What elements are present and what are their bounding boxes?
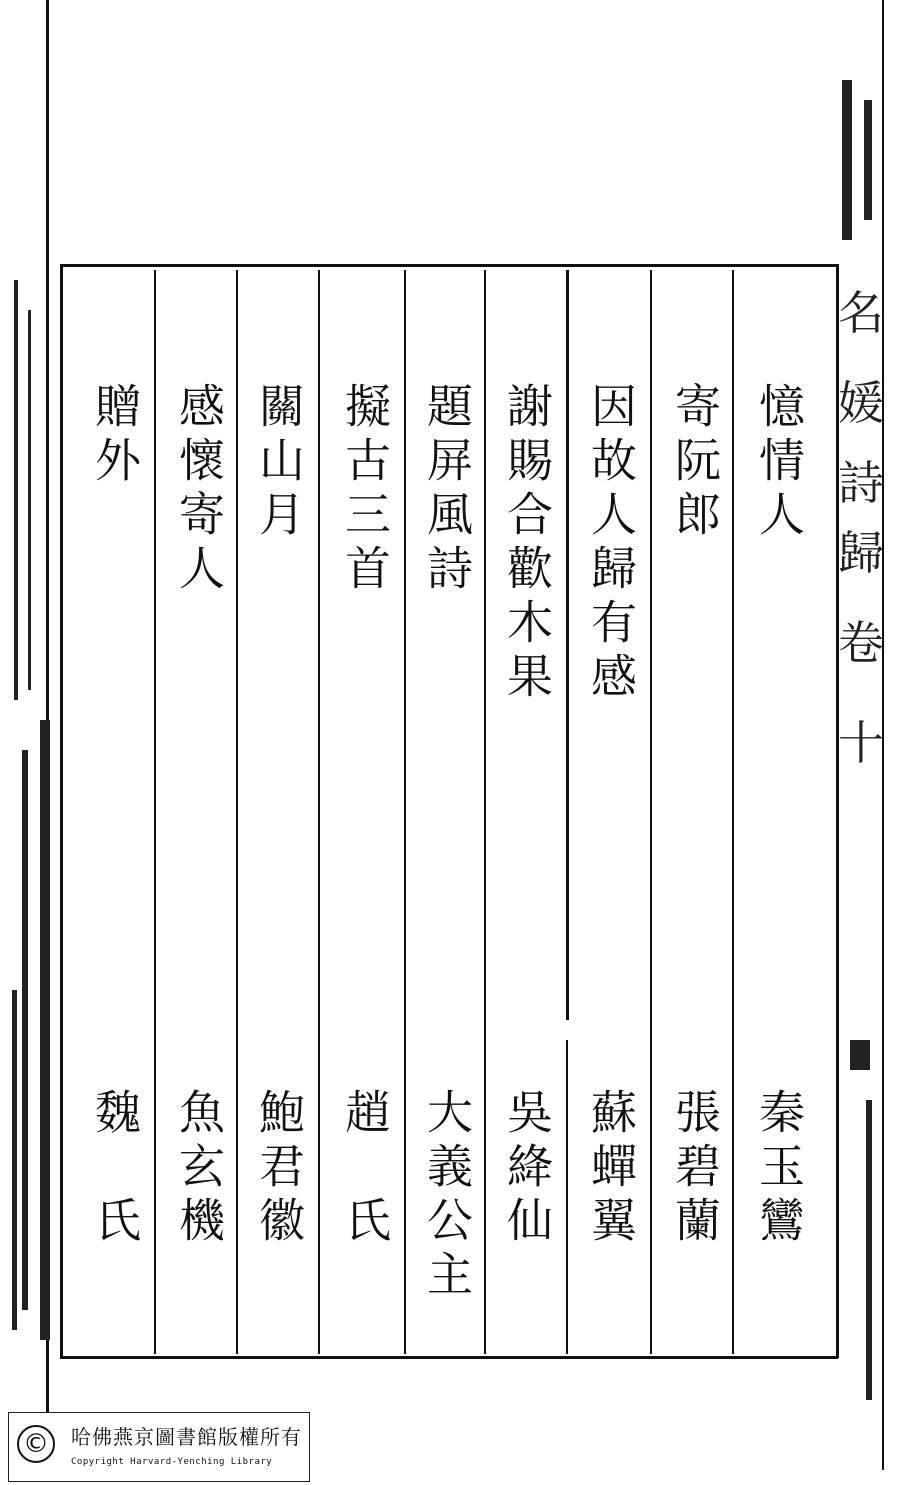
- margin-glyph: 媛: [838, 376, 884, 430]
- poem-author: 吳絳仙: [500, 1088, 554, 1250]
- poem-title: 贈外: [88, 382, 142, 490]
- poem-author: 秦玉鸞: [752, 1088, 806, 1250]
- copyright-notice: [8, 1412, 310, 1482]
- left-margin-noise: [10, 270, 54, 1370]
- column-divider: [404, 270, 406, 1354]
- column-divider: [154, 270, 156, 1354]
- copyright-english: Copyright Harvard-Yenching Library: [71, 1457, 273, 1467]
- column-divider: [566, 1040, 568, 1354]
- poem-author: 蘇蟬翼: [584, 1088, 638, 1250]
- poem-author: 大義公主: [420, 1088, 474, 1304]
- column-divider: [732, 270, 734, 1354]
- left-border-line: [60, 264, 63, 1358]
- column-divider: [650, 270, 652, 1354]
- column-divider: [484, 270, 486, 1354]
- poem-title: 題屏風詩: [420, 382, 474, 598]
- poem-author: 魏 氏: [88, 1088, 142, 1250]
- copyright-icon: ©: [17, 1425, 55, 1463]
- margin-glyph: 歸: [838, 526, 884, 580]
- column-divider: [236, 270, 238, 1354]
- column-divider: [318, 270, 320, 1354]
- poem-title: 憶情人: [752, 382, 806, 544]
- top-border-line: [60, 264, 838, 267]
- poem-title: 謝賜合歡木果: [500, 382, 554, 706]
- poem-title: 因故人歸有感: [584, 382, 638, 706]
- margin-glyph: 卷: [838, 616, 884, 670]
- copyright-chinese: 哈佛燕京圖書館版權所有: [71, 1425, 302, 1449]
- margin-glyph: 名: [838, 286, 884, 340]
- bottom-border-line: [60, 1356, 838, 1359]
- poem-author: 鮑君徽: [252, 1088, 306, 1250]
- poem-author: 魚玄機: [172, 1088, 226, 1250]
- poem-title: 寄阮郎: [668, 382, 722, 544]
- poem-title: 關山月: [252, 382, 306, 544]
- poem-title: 感懷寄人: [172, 382, 226, 598]
- margin-glyph: 詩: [838, 456, 884, 510]
- right-margin-title: [836, 80, 896, 1410]
- poem-title: 擬古三首: [338, 382, 392, 598]
- margin-glyph: 十: [838, 716, 884, 770]
- poem-author: 張碧蘭: [668, 1088, 722, 1250]
- poem-author: 趙 氏: [338, 1088, 392, 1250]
- column-divider: [566, 270, 569, 1020]
